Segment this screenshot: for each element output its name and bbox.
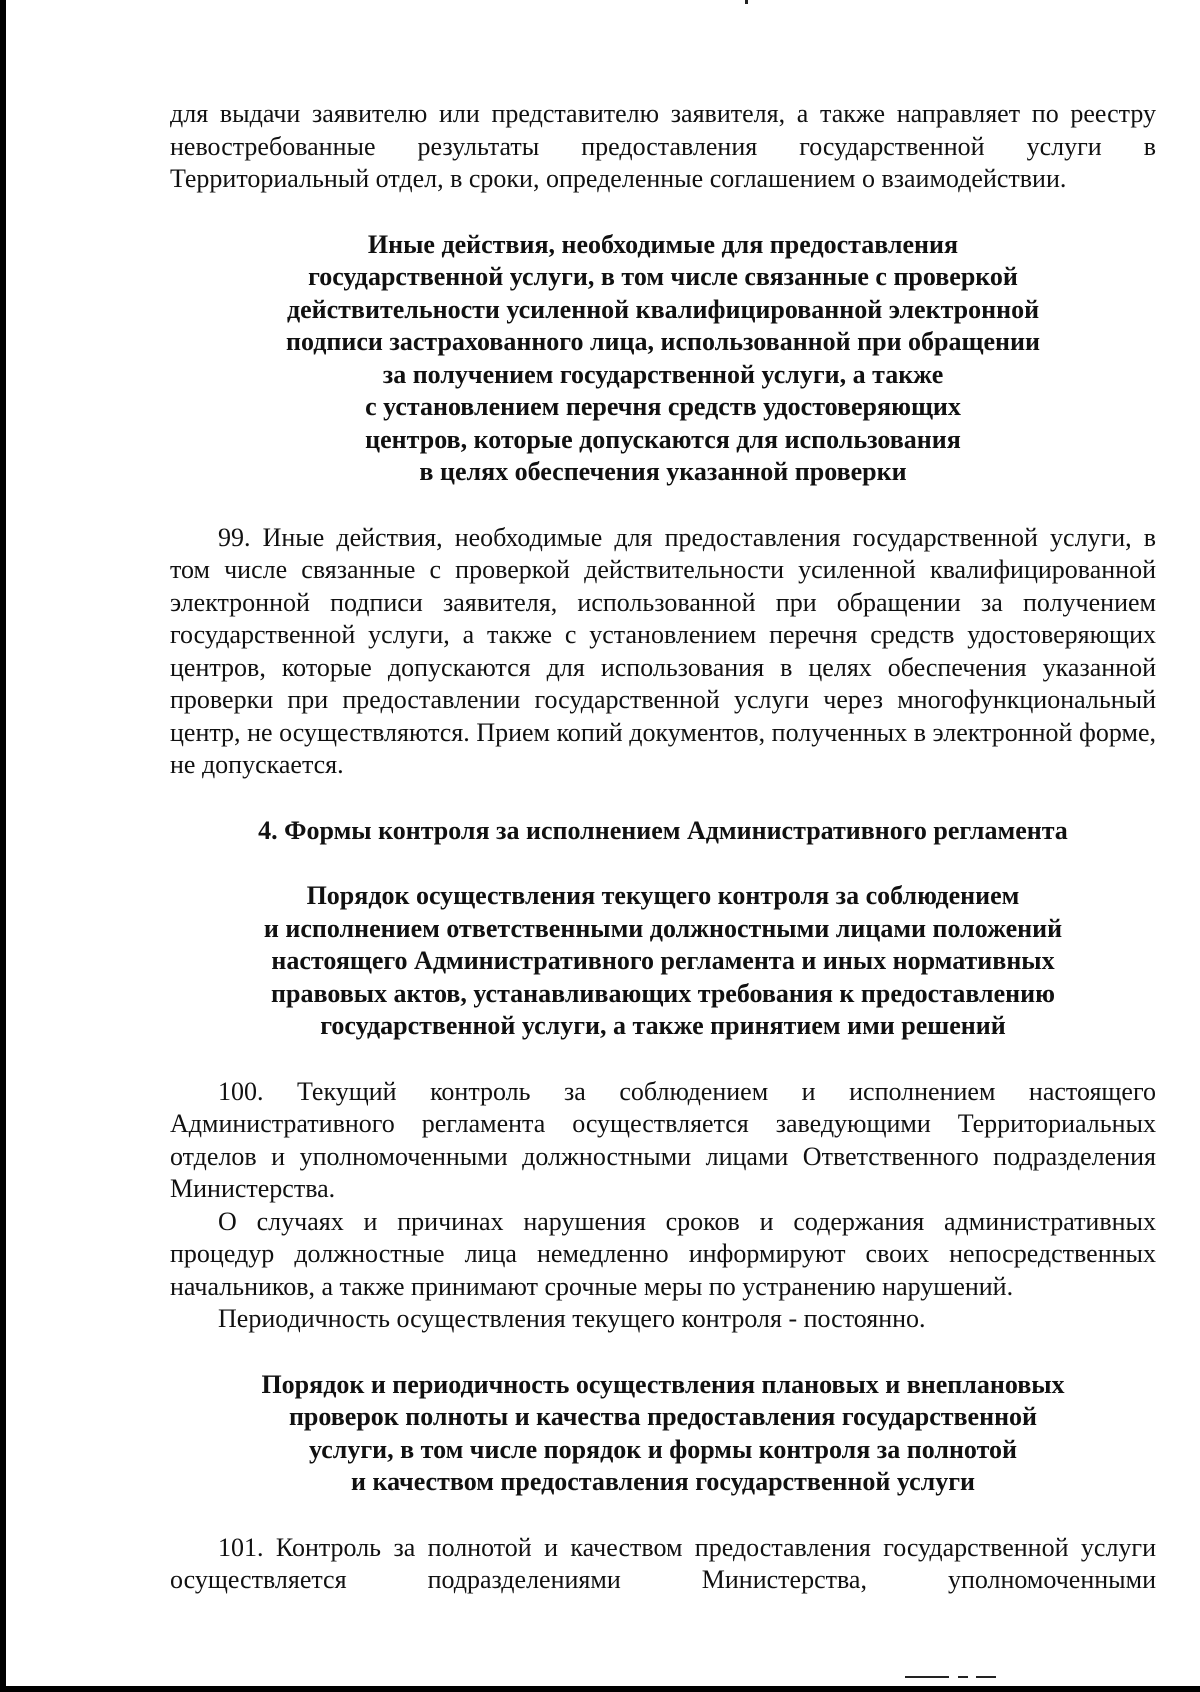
scan-speck [745, 0, 748, 4]
paragraph-periodicity: Периодичность осуществления текущего контроля - постоянно. [218, 1304, 926, 1333]
heading-line: действительности усиленной квалифицированной электронной [286, 294, 1040, 324]
heading-line: правовых актов, устанавливающих требования к предоставлению [271, 978, 1055, 1008]
scan-border-bottom [0, 1686, 1200, 1692]
scan-dash [976, 1676, 996, 1678]
heading-line: Порядок осуществления текущего контроля за соблюдением [306, 881, 1020, 910]
paragraph-100: 100. Текущий контроль за соблюдением и исполнением настоящего Административного регламента осуществляется заведующими Территориальных отделов и уполномоченными должностными лицами Ответственного подразделения Министерства. [170, 1076, 1156, 1203]
scan-dash [905, 1676, 949, 1678]
document-page [170, 98, 1156, 1597]
heading-line: в целях обеспечения указанной проверки [419, 457, 907, 486]
heading-line: настоящего Административного регламента и иных нормативных [271, 946, 1055, 975]
paragraph-101: 101. Контроль за полнотой и качеством предоставления государственной услуги осуществляется подразделениями Министерства, уполномоченными [170, 1532, 1156, 1594]
heading-line: и качеством предоставления государственной услуги [351, 1467, 975, 1496]
heading-line: Порядок и периодичность осуществления плановых и внеплановых [261, 1369, 1065, 1399]
heading-other-actions [170, 229, 1156, 489]
scan-dash [958, 1676, 968, 1678]
heading-inspections [170, 1369, 1156, 1499]
heading-line: центров, которые допускаются для использования [365, 424, 961, 454]
heading-line: услуги, в том числе порядок и формы контроля за полнотой [309, 1434, 1017, 1464]
continuation-paragraph: для выдачи заявителю или представителю заявителя, а также направляет по реестру невостребованные результаты предоставления государственной услуги в Территориальный отдел, в сроки, определенные соглашением о взаимодействии. [170, 99, 1156, 193]
heading-line: и исполнением ответственными должностными лицами положений [263, 913, 1063, 943]
heading-line: подписи застрахованного лица, использованной при обращении [286, 327, 1040, 356]
heading-line: государственной услуги, а также принятием ими решений [320, 1011, 1006, 1040]
heading-current-control [170, 880, 1156, 1043]
section-4-title: 4. Формы контроля за исполнением Административного регламента [258, 815, 1068, 845]
heading-line: с установлением перечня средств удостоверяющих [365, 392, 961, 421]
heading-line: за получением государственной услуги, а также [382, 359, 944, 389]
scan-border-left [0, 0, 6, 1692]
paragraph-99: 99. Иные действия, необходимые для предоставления государственной услуги, в том числе связанные с проверкой действительности усиленной квалифицированной электронной подписи заявителя, использованной при обращении за получением государственной услуги, а также с установлением перечня средств удостоверяющих центров, которые допускаются для использования в целях обеспечения указанной проверки при предоставлении государственной услуги через многофункциональный центр, не осуществляются. Прием копий документов, полученных в электронной форме, не допускается. [170, 522, 1156, 779]
heading-line: проверок полноты и качества предоставления государственной [288, 1402, 1038, 1431]
paragraph-violations: О случаях и причинах нарушения сроков и содержания административных процедур должностные лица немедленно информируют своих непосредственных начальников, а также принимают срочные меры по устранению нарушений. [170, 1206, 1156, 1301]
heading-line: государственной услуги, в том числе связанные с проверкой [308, 262, 1018, 291]
heading-line: Иные действия, необходимые для предоставления [367, 229, 959, 259]
